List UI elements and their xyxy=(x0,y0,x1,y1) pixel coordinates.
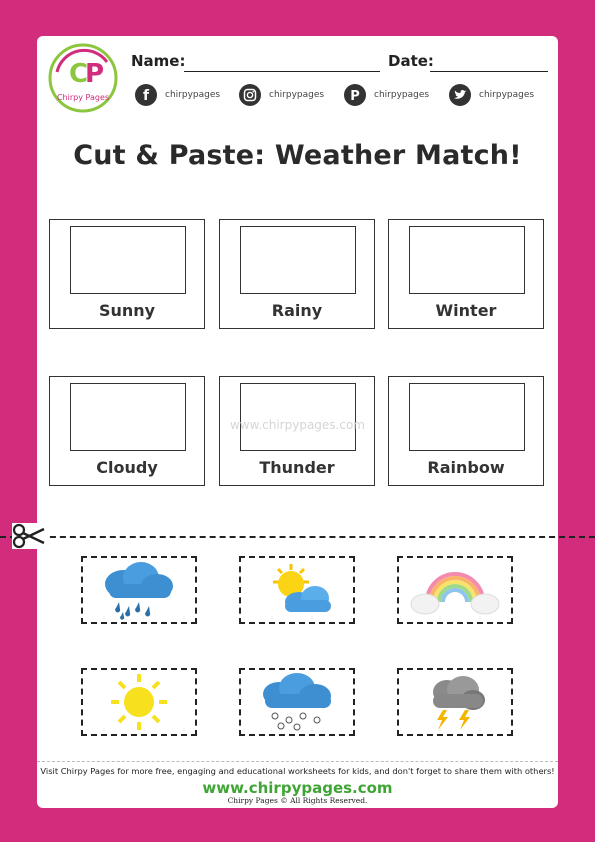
box-label: Cloudy xyxy=(96,458,158,477)
footer-url-link[interactable]: www.chirpypages.com xyxy=(202,779,393,797)
date-label: Date: xyxy=(388,52,434,70)
pinterest-handle: chirpypages xyxy=(374,90,430,100)
social-twitter[interactable] xyxy=(449,84,534,106)
social-pinterest[interactable] xyxy=(344,84,429,106)
name-label: Name: xyxy=(131,52,186,70)
footer-copyright: Chirpy Pages © All Rights Reserved. xyxy=(227,796,368,805)
sun-icon xyxy=(83,670,195,734)
cutout-sun-cloud[interactable] xyxy=(239,556,355,624)
svg-text:f: f xyxy=(142,88,150,104)
svg-text:P: P xyxy=(350,89,360,104)
svg-text:C: C xyxy=(69,59,89,89)
footer-promo: Visit Chirpy Pages for more free, engaging and educational worksheets for kids, and don't forget to share them with others! xyxy=(40,766,555,776)
cutout-snow-cloud[interactable] xyxy=(239,668,355,736)
instagram-handle: chirpypages xyxy=(269,90,325,100)
cutout-thunder-cloud[interactable] xyxy=(397,668,513,736)
instagram-icon xyxy=(239,84,261,106)
snow-cloud-icon xyxy=(241,670,353,734)
date-field[interactable] xyxy=(430,71,548,72)
match-box-winter xyxy=(388,219,544,329)
box-label: Sunny xyxy=(98,301,156,320)
cutout-sun[interactable] xyxy=(81,668,197,736)
page-title: Cut & Paste: Weather Match! xyxy=(73,140,522,171)
cut-line xyxy=(0,536,595,538)
sun-behind-cloud-icon xyxy=(241,558,353,622)
footer-divider xyxy=(37,761,558,762)
rain-cloud-icon xyxy=(83,558,195,622)
box-label: Winter xyxy=(435,301,497,320)
twitter-handle: chirpypages xyxy=(479,90,535,100)
paste-area[interactable] xyxy=(70,226,186,294)
watermark: www.chirpypages.com xyxy=(229,418,365,432)
paste-area[interactable] xyxy=(409,383,525,451)
svg-text:P: P xyxy=(85,59,105,89)
box-label: Thunder xyxy=(259,458,335,477)
box-label: Rainy xyxy=(271,301,323,320)
facebook-handle: chirpypages xyxy=(165,90,221,100)
paste-area[interactable] xyxy=(70,383,186,451)
paste-area[interactable] xyxy=(240,226,356,294)
cutout-rainbow[interactable] xyxy=(397,556,513,624)
cutout-rain-cloud[interactable] xyxy=(81,556,197,624)
match-box-rainy xyxy=(219,219,375,329)
paste-area[interactable] xyxy=(409,226,525,294)
thunder-cloud-icon xyxy=(399,670,511,734)
worksheet-page xyxy=(37,36,558,808)
scissors-icon xyxy=(12,523,46,549)
paste-area[interactable] xyxy=(240,383,356,451)
facebook-icon xyxy=(135,84,157,106)
twitter-icon xyxy=(449,84,471,106)
svg-text:Chirpy Pages: Chirpy Pages xyxy=(56,93,110,102)
social-instagram[interactable] xyxy=(239,84,324,106)
match-box-sunny xyxy=(49,219,205,329)
social-facebook[interactable] xyxy=(135,84,220,106)
chirpy-pages-logo xyxy=(47,42,119,114)
pinterest-icon xyxy=(344,84,366,106)
rainbow-icon xyxy=(399,558,511,622)
box-label: Rainbow xyxy=(427,458,505,477)
name-field[interactable] xyxy=(184,71,380,72)
